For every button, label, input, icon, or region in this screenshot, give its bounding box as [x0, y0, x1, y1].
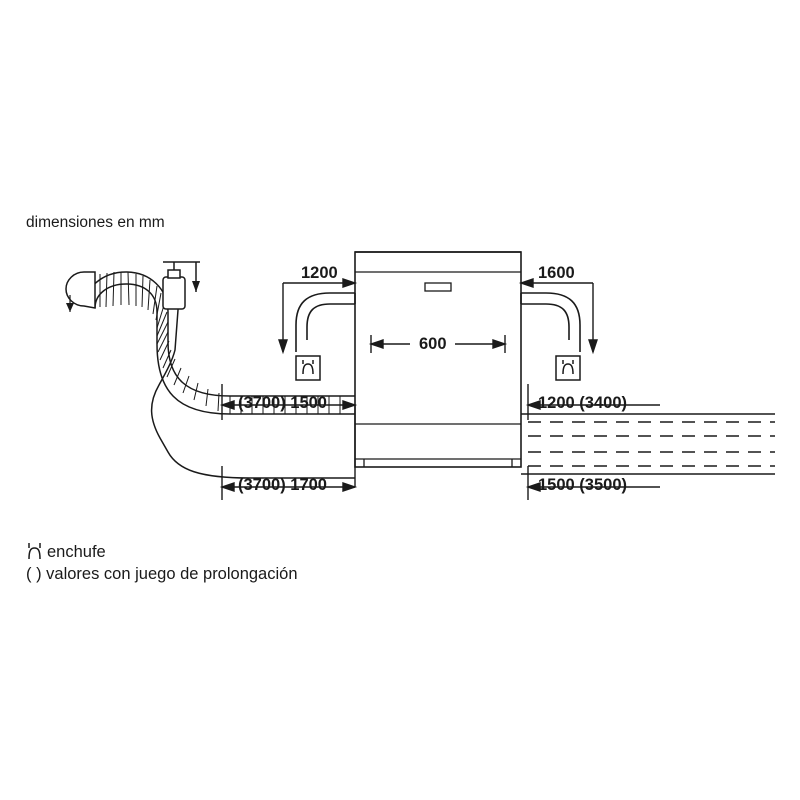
drain-hose-icon — [66, 272, 355, 414]
water-valve-icon — [163, 262, 200, 309]
dimension-label-top-left: 1200 — [301, 264, 338, 282]
right-dashed-hose-lines — [528, 422, 775, 466]
right-upper-connection — [521, 293, 580, 352]
dimension-label-appliance-width: 600 — [419, 335, 447, 353]
dimension-label-bottom-left: (3700) 1700 — [238, 476, 327, 494]
right-socket-plug-icon — [556, 356, 580, 380]
right-upper-arrow — [521, 279, 597, 352]
dimension-label-mid-left: (3700) 1500 — [238, 394, 327, 412]
dimension-label-top-right: 1600 — [538, 264, 575, 282]
water-hose-icon — [152, 292, 355, 478]
dishwasher-icon — [355, 252, 521, 467]
dimension-label-bottom-right: 1500 (3500) — [538, 476, 627, 494]
legend-extension-label: ( ) valores con juego de prolongación — [26, 565, 298, 583]
left-upper-connection — [296, 293, 355, 352]
right-solid-hose-lines — [521, 414, 775, 474]
drain-hose-ribs — [100, 272, 340, 414]
dimension-label-mid-right: 1200 (3400) — [538, 394, 627, 412]
legend-plug-label: enchufe — [47, 543, 106, 561]
left-upper-arrow — [279, 279, 355, 352]
left-socket-plug-icon — [296, 356, 320, 380]
page-title: dimensiones en mm — [26, 214, 165, 231]
